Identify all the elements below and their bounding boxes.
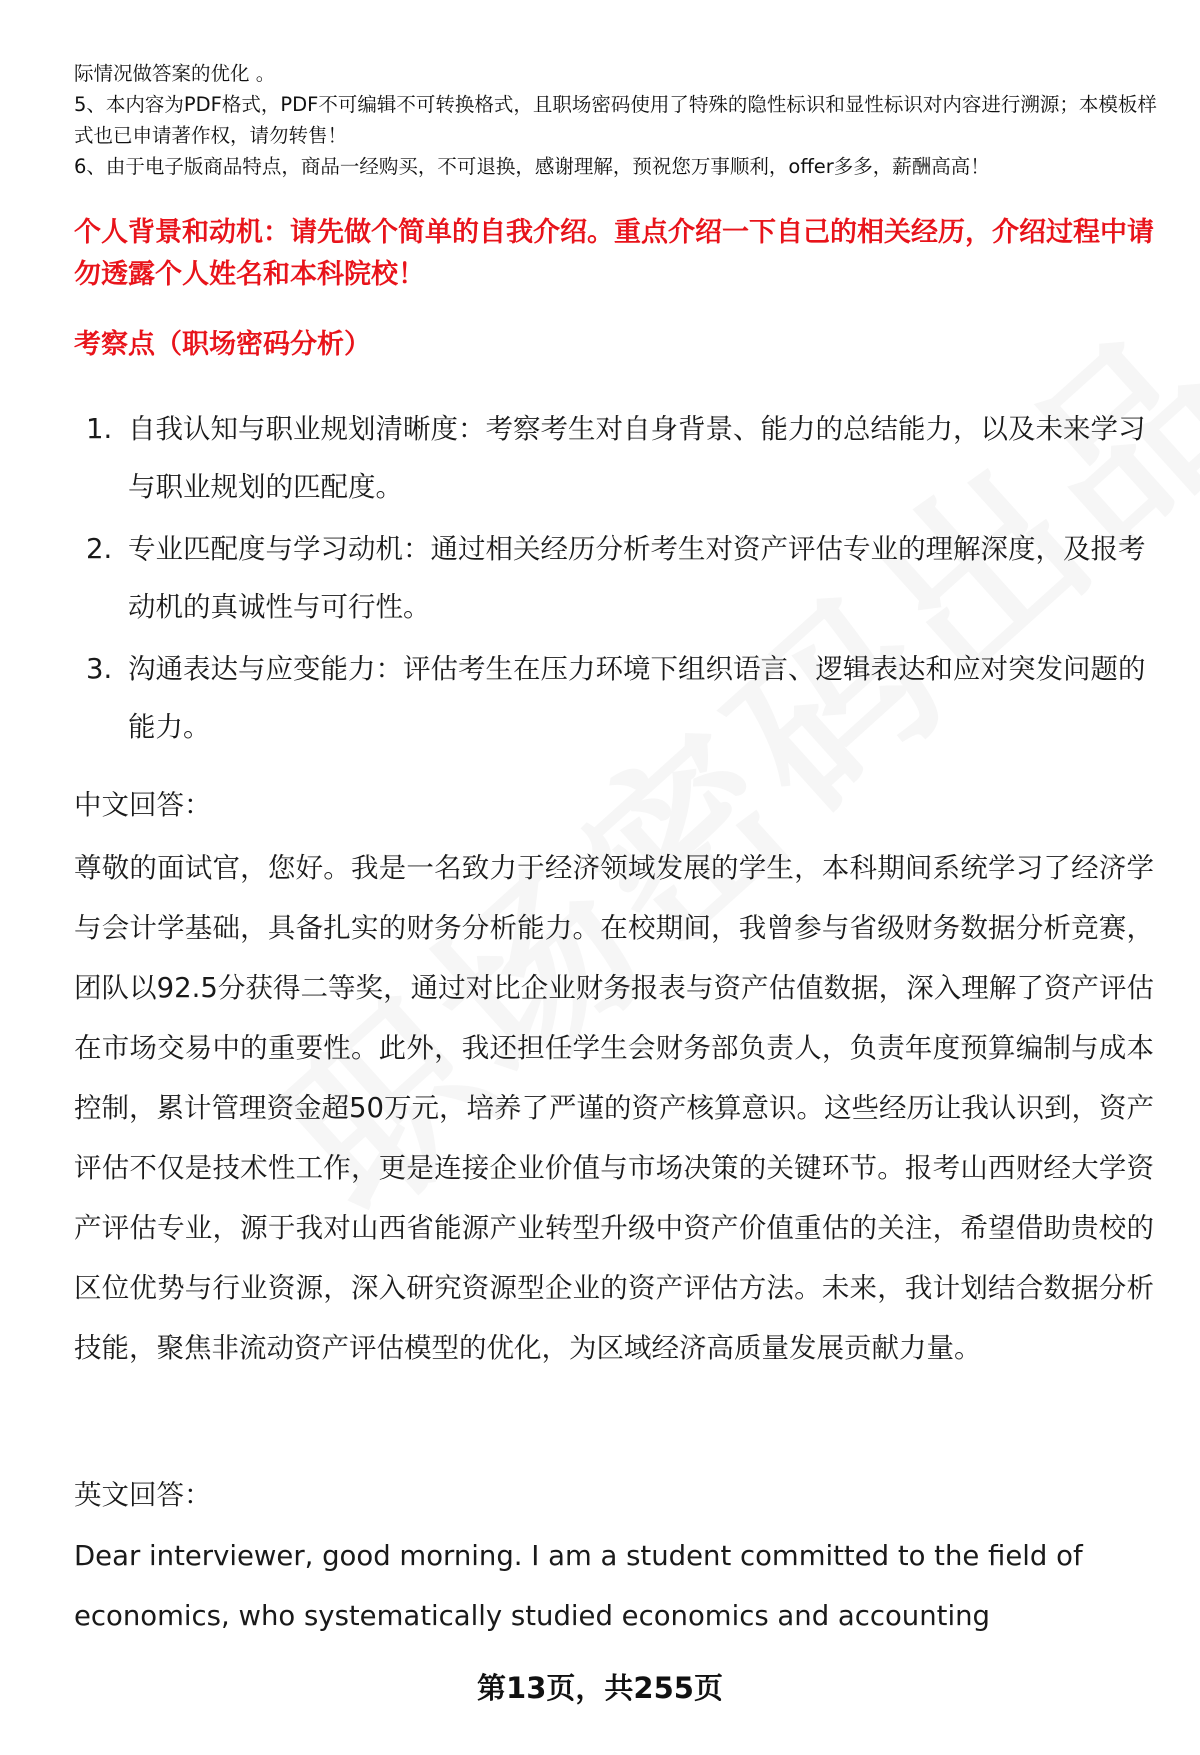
focus-point: [74, 520, 1154, 636]
focus-point: [74, 400, 1154, 516]
focus-points-list: [74, 400, 1154, 760]
page-footer: 第13页，共255页: [477, 1671, 723, 1705]
note-line: 6、由于电子版商品特点，商品一经购买，不可退换，感谢理解，预祝您万事顺利，offer多多，薪酬高高！: [74, 155, 990, 178]
note-line: 际情况做答案的优化 。: [74, 62, 276, 85]
focus-point: [74, 640, 1154, 756]
focus-point-number: 3.: [86, 653, 113, 685]
focus-point-text: 自我认知与职业规划清晰度：考察考生对自身背景、能力的总结能力，以及未来学习与职业规划的匹配度。: [128, 413, 1146, 503]
english-answer-text: Dear interviewer, good morning. I am a student committed to the field of economics, who systematically studied economics and accounting: [74, 1540, 1083, 1632]
purchase-notes: [74, 58, 1164, 182]
chinese-answer-text: 尊敬的面试官，您好。我是一名致力于经济领域发展的学生，本科期间系统学习了经济学与会计学基础，具备扎实的财务分析能力。在校期间，我曾参与省级财务数据分析竞赛，团队以92.5分获得二等奖，通过对比企业财务报表与资产估值数据，深入理解了资产评估在市场交易中的重要性。此外，我还担任学生会财务部负责人，负责年度预算编制与成本控制，累计管理资金超50万元，培养了严谨的资产核算意识。这些经历让我认识到，资产评估不仅是技术性工作，更是连接企业价值与市场决策的关键环节。报考山西财经大学资产评估专业，源于我对山西省能源产业转型升级中资产价值重估的关注，希望借助贵校的区位优势与行业资源，深入研究资源型企业的资产评估方法。未来，我计划结合数据分析技能，聚焦非流动资产评估模型的优化，为区域经济高质量发展贡献力量。: [74, 852, 1154, 1364]
focus-point-number: 2.: [86, 533, 113, 565]
english-answer-label: 英文回答：: [74, 1479, 212, 1511]
focus-point-number: 1.: [86, 413, 113, 445]
note-line: 5、本内容为PDF格式，PDF不可编辑不可转换格式，且职场密码使用了特殊的隐性标识和显性标识对内容进行溯源；本模板样式也已申请著作权，请勿转售！: [74, 93, 1157, 147]
focus-point-text: 沟通表达与应变能力：评估考生在压力环境下组织语言、逻辑表达和应对突发问题的能力。: [128, 653, 1146, 743]
question-heading: 个人背景和动机：请先做个简单的自我介绍。重点介绍一下自己的相关经历，介绍过程中请勿透露个人姓名和本科院校！: [74, 217, 1154, 290]
focus-point-text: 专业匹配度与学习动机：通过相关经历分析考生对资产评估专业的理解深度，及报考动机的真诚性与可行性。: [128, 533, 1146, 623]
chinese-answer-label: 中文回答：: [74, 789, 212, 821]
focus-title: 考察点（职场密码分析）: [74, 329, 371, 360]
